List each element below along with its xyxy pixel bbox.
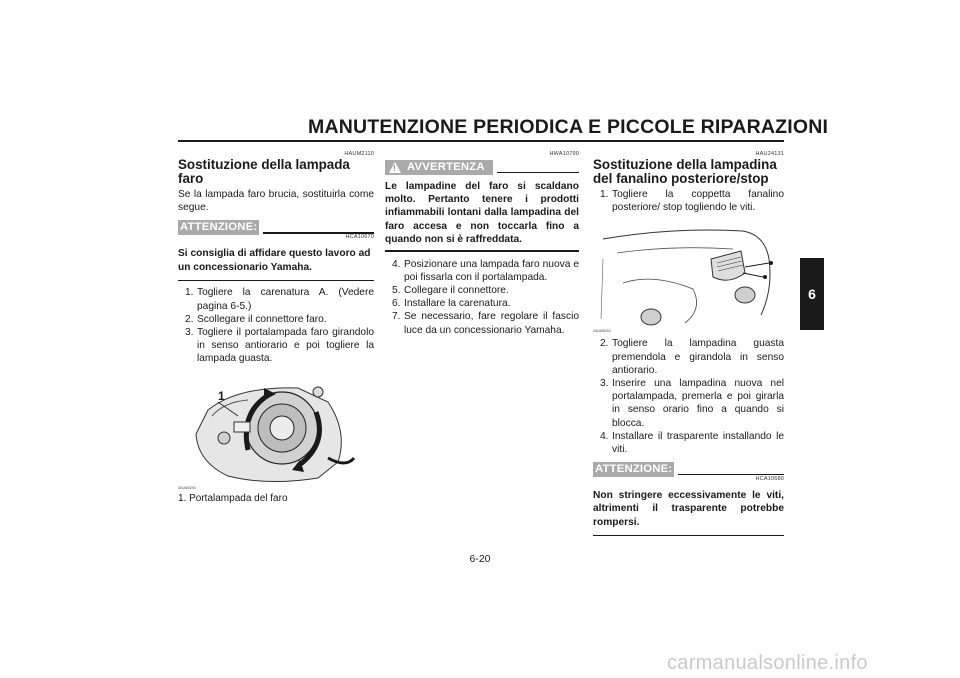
warning-header <box>385 160 579 175</box>
caution-end-rule <box>178 280 374 282</box>
headlight-figure <box>178 372 374 490</box>
title-rule <box>178 140 784 142</box>
column-headlight <box>178 151 374 505</box>
list-item: 2. Scollegare il connettore faro. <box>185 313 327 325</box>
watermark[interactable]: carmanualsonline.info <box>667 652 868 674</box>
list-item: 4. Posizionare una lampada faro nuova e poi fissarla con il portalampada. <box>392 258 579 283</box>
section-heading: Sostituzione della lampadina del fanalino posteriore/stop <box>593 157 777 186</box>
warning-end-rule <box>385 250 579 252</box>
figure-code: ZAUM0293 <box>178 485 196 490</box>
column-warning <box>385 151 579 337</box>
caution-header <box>178 220 374 235</box>
caution-code: HCA10680 <box>755 476 784 483</box>
list-item: 4. Installare il trasparente installando le viti. <box>600 430 784 456</box>
section-code: HAUM2110 <box>344 151 374 157</box>
caution-end-rule <box>593 535 784 537</box>
caution-code: HCA10670 <box>345 234 374 241</box>
caution-label: ATTENZIONE: <box>595 463 673 476</box>
taillight-figure <box>593 219 784 333</box>
warning-code: HWA10790 <box>549 151 579 157</box>
steps-list <box>593 337 784 456</box>
list-item: 3. Togliere il portalampada faro girandolo in senso antiorario e poi togliere la lampada guasta. <box>185 326 374 365</box>
headlight-illustration <box>178 372 374 490</box>
figure-caption: 1. Portalampada del faro <box>178 492 288 504</box>
figure-code: ZAUM0294 <box>593 329 611 334</box>
warning-label: AVVERTENZA <box>407 161 485 173</box>
page-title: MANUTENZIONE PERIODICA E PICCOLE RIPARAZIONI <box>308 116 829 138</box>
caution-label: ATTENZIONE: <box>180 221 258 234</box>
section-heading: Sostituzione della lampada faro <box>178 157 350 186</box>
list-item: 7. Se necessario, fare regolare il fascio luce da un concessionario Yamaha. <box>392 311 579 336</box>
figure-callout: 1 <box>218 388 225 403</box>
list-item: 2. Togliere la lampadina guasta premendola e girandola in senso antiorario. <box>600 338 784 376</box>
list-item: 5. Collegare il connettore. <box>392 284 509 296</box>
list-item: 1. Togliere la carenatura A. (Vedere pagina 6-5.) <box>185 287 374 312</box>
caution-text: Si consiglia di affidare questo lavoro ad un concessionario Yamaha. <box>178 248 371 273</box>
taillight-illustration <box>593 219 784 333</box>
warning-label-box <box>385 160 493 175</box>
list-item: 1. Togliere la coppetta fanalino posteriore/ stop togliendo le viti. <box>600 189 784 214</box>
caution-header <box>593 462 784 477</box>
section-code: HAU24131 <box>755 151 784 157</box>
steps-list <box>385 258 579 337</box>
page-number: 6-20 <box>469 553 491 565</box>
warning-text: Le lampadine del faro si scaldano molto. Pertanto tenere i prodotti infiammabili lontani dalla lampadina del faro accesa e non toccarla fino a quando non si è raffreddata. <box>385 181 579 245</box>
steps-list <box>593 188 784 214</box>
list-item: 6. Installare la carenatura. <box>392 298 511 310</box>
list-item: 3. Inserire una lampadina nuova nel portalampada, premerla e poi girarla in senso orario fino a quando si blocca. <box>600 378 784 429</box>
caution-text: Non stringere eccessivamente le viti, altrimenti il trasparente potrebbe rompersi. <box>593 490 784 528</box>
steps-list <box>178 286 374 365</box>
chapter-tab[interactable]: 6 <box>800 258 824 330</box>
warning-triangle-icon: ! <box>389 162 401 173</box>
intro-text: Se la lampada faro brucia, sostituirla come segue. <box>178 189 374 214</box>
warning-rule <box>497 172 579 174</box>
column-taillight <box>593 151 784 536</box>
